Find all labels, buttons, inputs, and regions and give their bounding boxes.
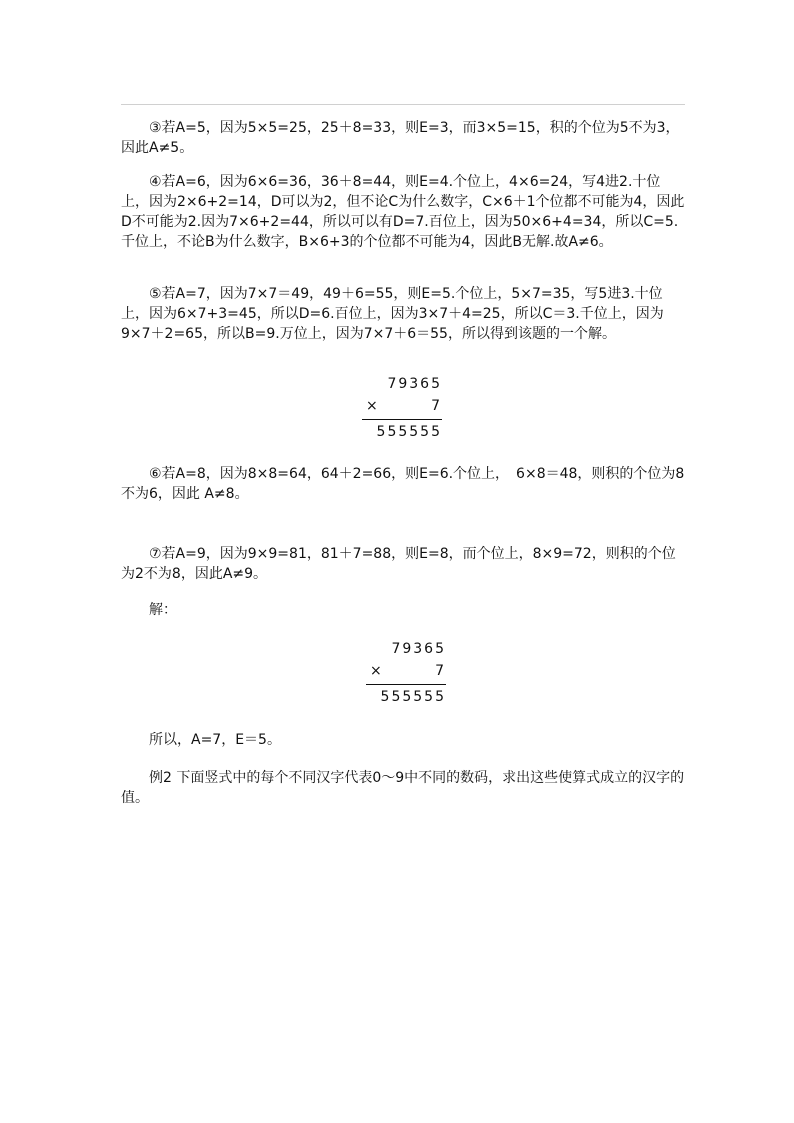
example-2: 例2 下面竖式中的每个不同汉字代表0～9中不同的数码，求出这些使算式成立的汉字的值。 [121,770,685,806]
calc-multiplier: 7 [435,663,446,679]
calc-rule [362,419,442,420]
paragraph-case-6: ⑥若A=8，因为8×8=64，64＋2=66，则E=6.个位上， 6×8＝48，则积的个位为8不为6，因此 A≠8。 [121,466,685,502]
times-sign: × [370,663,384,679]
header-rule [121,104,685,105]
paragraph-case-3: ③若A=5，因为5×5=25，25＋8=33，则E=3，而3×5=15，积的个位为5不为3，因此A≠5。 [121,120,680,156]
calc-product: 555555 [380,689,446,705]
paragraph-case-4: ④若A=6，因为6×6=36，36＋8=44，则E=4.个位上，4×6=24，写4进2.十位上，因为2×6+2=14，D可以为2，但不论C为什么数字，C×6＋1个位都不可能为4，因此D不可能为2.因为7×6+2=44，所以可以有D=7.百位上，因为50×6+4=34，所以C=5.千位上，不论B为什么数字，B×6+3的个位都不可能为4，因此B无解.故A≠6。 [121,174,685,250]
vertical-calculation-1 [362,373,442,443]
conclusion: 所以，A=7，E＝5。 [121,732,281,748]
calc-product: 555555 [376,424,442,440]
calc-multiplicand: 79365 [387,376,442,392]
solution-label: 解： [121,602,177,618]
calc-multiplier-row [362,395,442,417]
paragraph-case-7: ⑦若A=9，因为9×9=81，81＋7=88，则E=8，而个位上，8×9=72，则积的个位为2不为8，因此A≠9。 [121,546,676,582]
calc-rule [366,684,446,685]
calc-multiplicand: 79365 [391,641,446,657]
calc-multiplier-row [366,660,446,682]
paragraph-case-5: ⑤若A=7，因为7×7＝49，49＋6=55，则E=5.个位上，5×7=35，写5进3.十位上，因为6×7+3=45，所以D=6.百位上，因为3×7＋4=25，所以C＝3.千位上，因为9×7＋2=65，所以B=9.万位上，因为7×7＋6＝55，所以得到该题的一个解。 [121,286,664,342]
times-sign: × [366,398,380,414]
vertical-calculation-2 [366,638,446,708]
calc-multiplier: 7 [431,398,442,414]
